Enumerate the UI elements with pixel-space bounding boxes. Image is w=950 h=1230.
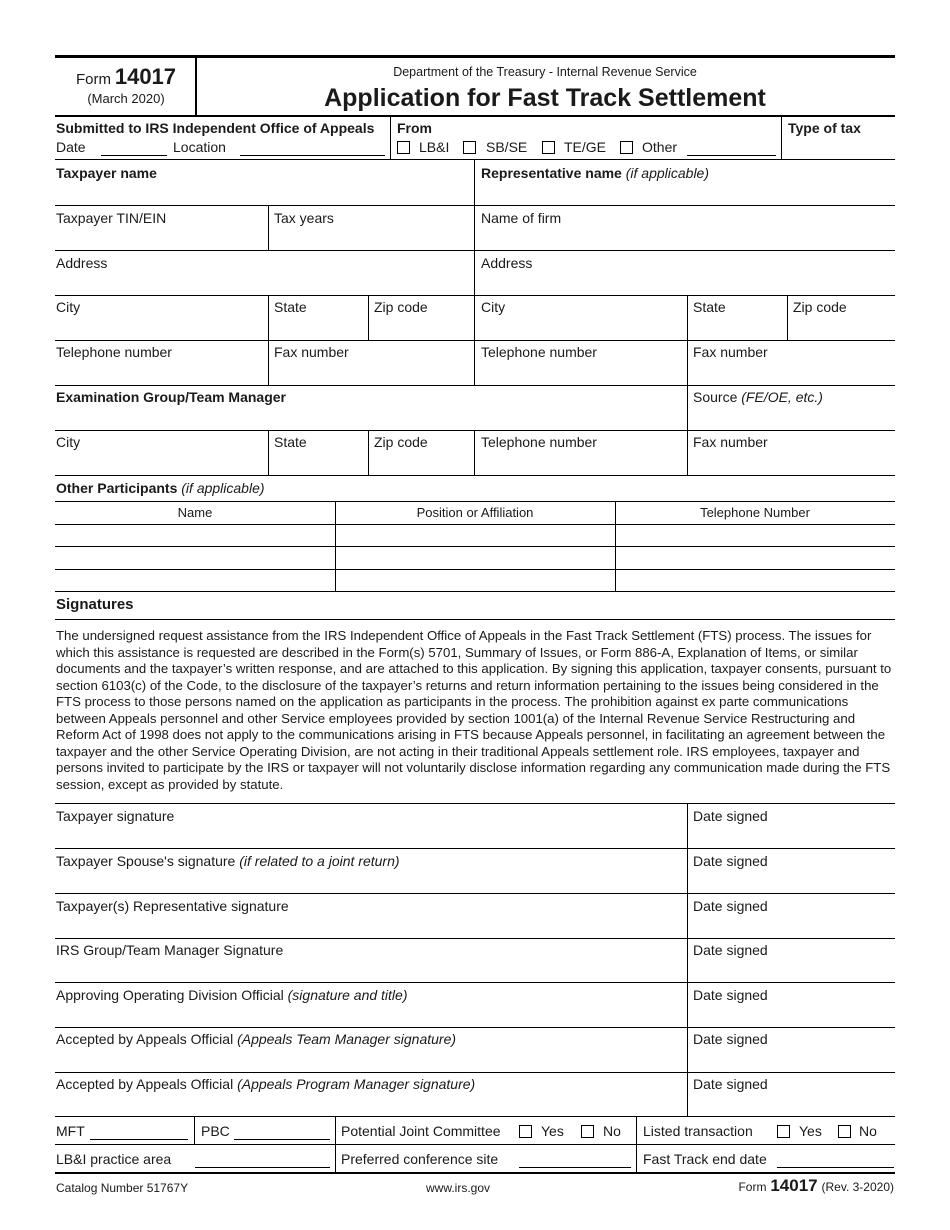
exam-manager-label: Examination Group/Team Manager (56, 389, 287, 405)
signature-row-7[interactable] (56, 1076, 475, 1092)
form-title: Application for Fast Track Settlement (324, 84, 766, 112)
mft-label: MFT (56, 1123, 85, 1139)
tin-label: Taxpayer TIN/EIN (56, 210, 167, 226)
date-signed-label: Date signed (693, 898, 768, 914)
row-rule (55, 159, 895, 160)
exam-state-label: State (274, 434, 307, 450)
listed-transaction-no-checkbox[interactable] (838, 1125, 851, 1138)
date-signed-divider (687, 804, 688, 1117)
footer-form-word: Form (738, 1180, 767, 1194)
type-of-tax-label: Type of tax (788, 120, 861, 136)
row-rule (55, 385, 895, 386)
joint-committee-no-checkbox[interactable] (581, 1125, 594, 1138)
signature-row-2[interactable] (56, 853, 400, 869)
joint-committee-yes-checkbox[interactable] (519, 1125, 532, 1138)
col-header-position: Position or Affiliation (416, 505, 534, 520)
listed-transaction-yes-label: Yes (799, 1123, 822, 1139)
grid-center-divider (474, 160, 475, 385)
signature-row-6[interactable] (56, 1031, 456, 1047)
participants-col-divider (615, 502, 616, 592)
signature-row-1[interactable] (56, 808, 174, 824)
fax-divider (268, 341, 269, 385)
submitted-label: Submitted to IRS Independent Office of Appeals (56, 120, 375, 136)
lbi-checkbox[interactable] (397, 141, 410, 154)
practice-area-field[interactable] (195, 1167, 330, 1168)
top-rule (55, 55, 895, 58)
from-label: From (397, 120, 432, 136)
other-checkbox[interactable] (620, 141, 633, 154)
location-field[interactable] (240, 155, 385, 156)
representative-name-note: (if applicable) (625, 165, 709, 181)
source-note: (FE/OE, etc.) (741, 389, 823, 405)
participants-heading: Other Participants (56, 480, 178, 496)
other-option-label: Other (642, 139, 678, 155)
practice-area-label: LB&I practice area (56, 1151, 172, 1167)
signature-rule (55, 938, 895, 939)
from-divider (390, 116, 391, 159)
type-tax-divider (781, 116, 782, 159)
agency-name: Department of the Treasury - Internal Revenue Service (393, 65, 697, 79)
signature-note: (Appeals Team Manager signature) (237, 1031, 457, 1047)
exam-zip-divider (368, 431, 369, 475)
row-rule (55, 250, 895, 251)
signature-label: Taxpayer signature (56, 808, 175, 824)
date-field[interactable] (101, 155, 167, 156)
sbse-checkbox[interactable] (463, 141, 476, 154)
exam-zip-label: Zip code (374, 434, 428, 450)
date-label: Date (56, 139, 86, 155)
joint-committee-no-label: No (603, 1123, 621, 1139)
taxpayer-telephone-label: Telephone number (56, 344, 172, 360)
row-rule (55, 205, 895, 206)
footer-revision: (Rev. 3-2020) (821, 1180, 894, 1194)
exam-state-divider (268, 431, 269, 475)
location-label: Location (173, 139, 226, 155)
exam-phone-divider (474, 431, 475, 475)
representative-fax-label: Fax number (693, 344, 768, 360)
signature-row-5[interactable] (56, 987, 407, 1003)
signatures-heading: Signatures (56, 596, 134, 613)
signature-label: IRS Group/Team Manager Signature (56, 942, 284, 958)
joint-committee-label: Potential Joint Committee (341, 1123, 501, 1139)
signature-note: (Appeals Program Manager signature) (237, 1076, 476, 1092)
participants-note: (if applicable) (181, 480, 265, 496)
signatures-rule (55, 619, 895, 620)
date-signed-label: Date signed (693, 987, 768, 1003)
exam-fax-label: Fax number (693, 434, 768, 450)
signature-row-4[interactable] (56, 942, 283, 958)
end-date-label: Fast Track end date (643, 1151, 767, 1167)
zip-divider (368, 296, 369, 340)
participants-row-rule (55, 591, 895, 592)
representative-city-label: City (481, 299, 506, 315)
signature-label: Taxpayer(s) Representative signature (56, 898, 289, 914)
listed-transaction-yes-checkbox[interactable] (777, 1125, 790, 1138)
signature-row-3[interactable] (56, 898, 289, 914)
representative-state-label: State (693, 299, 726, 315)
conference-site-field[interactable] (519, 1167, 631, 1168)
form-id-block (70, 64, 182, 90)
tege-option-label: TE/GE (564, 139, 607, 155)
date-signed-label: Date signed (693, 808, 768, 824)
rep-zip-divider (787, 296, 788, 340)
lbi-option-label: LB&I (419, 139, 450, 155)
taxpayer-zip-label: Zip code (374, 299, 428, 315)
signature-label: Accepted by Appeals Official (56, 1031, 234, 1047)
form-date: (March 2020) (87, 91, 165, 106)
row-rule (55, 295, 895, 296)
listed-transaction-no-label: No (859, 1123, 877, 1139)
form-number: 14017 (114, 64, 177, 89)
signature-rule (55, 893, 895, 894)
signature-label: Approving Operating Division Official (56, 987, 284, 1003)
signature-label: Accepted by Appeals Official (56, 1076, 234, 1092)
representative-address-label: Address (481, 255, 533, 271)
signature-note: (signature and title) (287, 987, 408, 1003)
header-divider (195, 57, 197, 116)
website: www.irs.gov (425, 1181, 490, 1195)
source-label: Source (693, 389, 738, 405)
tege-checkbox[interactable] (542, 141, 555, 154)
catalog-number: Catalog Number 51767Y (56, 1181, 189, 1195)
row-rule (55, 475, 895, 476)
date-signed-label: Date signed (693, 1031, 768, 1047)
firm-name-label: Name of firm (481, 210, 562, 226)
representative-zip-label: Zip code (793, 299, 847, 315)
taxpayer-fax-label: Fax number (274, 344, 349, 360)
exam-telephone-label: Telephone number (481, 434, 597, 450)
participants-col-divider (335, 502, 336, 592)
mft-divider (194, 1117, 195, 1144)
form-word: Form (75, 71, 111, 88)
listed-transaction-label: Listed transaction (643, 1123, 753, 1139)
signature-note: (if related to a joint return) (239, 853, 400, 869)
date-signed-label: Date signed (693, 942, 768, 958)
date-signed-label: Date signed (693, 1076, 768, 1092)
pbc-field[interactable] (234, 1139, 330, 1140)
col-header-name: Name (177, 505, 213, 520)
signature-rule (55, 1027, 895, 1028)
header-bottom-rule (55, 115, 895, 117)
tin-divider (268, 206, 269, 250)
participants-header-rule (55, 524, 895, 525)
row-rule (55, 430, 895, 431)
taxpayer-name-label: Taxpayer name (56, 165, 157, 181)
sbse-option-label: SB/SE (486, 139, 528, 155)
signature-label: Taxpayer Spouse's signature (56, 853, 236, 869)
footer-form-id (640, 1176, 894, 1196)
joint-committee-yes-label: Yes (541, 1123, 564, 1139)
signatures-top-rule (55, 803, 895, 804)
participants-row-rule (55, 546, 895, 547)
taxpayer-state-label: State (274, 299, 307, 315)
taxpayer-address-label: Address (56, 255, 108, 271)
signature-rule (55, 1072, 895, 1073)
footer-rule (55, 1172, 895, 1174)
admin-row-rule (55, 1144, 895, 1145)
pbc-label: PBC (201, 1123, 230, 1139)
signature-bottom-rule (55, 1116, 895, 1117)
col-header-telephone: Telephone Number (700, 505, 810, 520)
exam-city-label: City (56, 434, 81, 450)
conference-site-label: Preferred conference site (341, 1151, 499, 1167)
mft-field[interactable] (90, 1139, 188, 1140)
participants-row-rule (55, 569, 895, 570)
signature-rule (55, 848, 895, 849)
tax-years-label: Tax years (274, 210, 334, 226)
other-field[interactable] (687, 155, 776, 156)
taxpayer-city-label: City (56, 299, 81, 315)
consent-statement: The undersigned request assistance from the IRS Independent Office of Appeals in the Fast Track Settlement (FTS) process. The issues for which this assistance is requested are described in the Form(s) 5701, Summary of Issues, or Form 886-A, Explanation of Items, or similar documents and the taxpayer’s written response, and are attached to this application. By signing this application, taxpayer consents, pursuant to section 6103(c) of the Code, to the disclosure of the taxpayer’s returns and return information pertaining to the issues being considered in the FTS process to those persons named on the application as participants in the process. The prohibition against ex parte communications between Appeals personnel and other Service employees provided by section 1001(a) of the Internal Revenue Service Restructuring and Reform Act of 1998 does not apply to the communications arising in FTS because Appeals personnel, in facilitating an agreement between the taxpayer and the other Service Operating Division, are not acting in their traditional Appeals settlement role. IRS employees, taxpayer and persons invited to participate by the IRS or taxpayer will not voluntarily disclose information regarding any communication made during the FTS session, except as provided by statute. (56, 628, 892, 792)
footer-form-number: 14017 (770, 1176, 818, 1195)
row-rule (55, 340, 895, 341)
date-signed-label: Date signed (693, 853, 768, 869)
participants-top-rule (55, 501, 895, 502)
representative-telephone-label: Telephone number (481, 344, 597, 360)
end-date-field[interactable] (777, 1167, 894, 1168)
state-divider (268, 296, 269, 340)
representative-name-label: Representative name (481, 165, 622, 181)
signature-rule (55, 982, 895, 983)
